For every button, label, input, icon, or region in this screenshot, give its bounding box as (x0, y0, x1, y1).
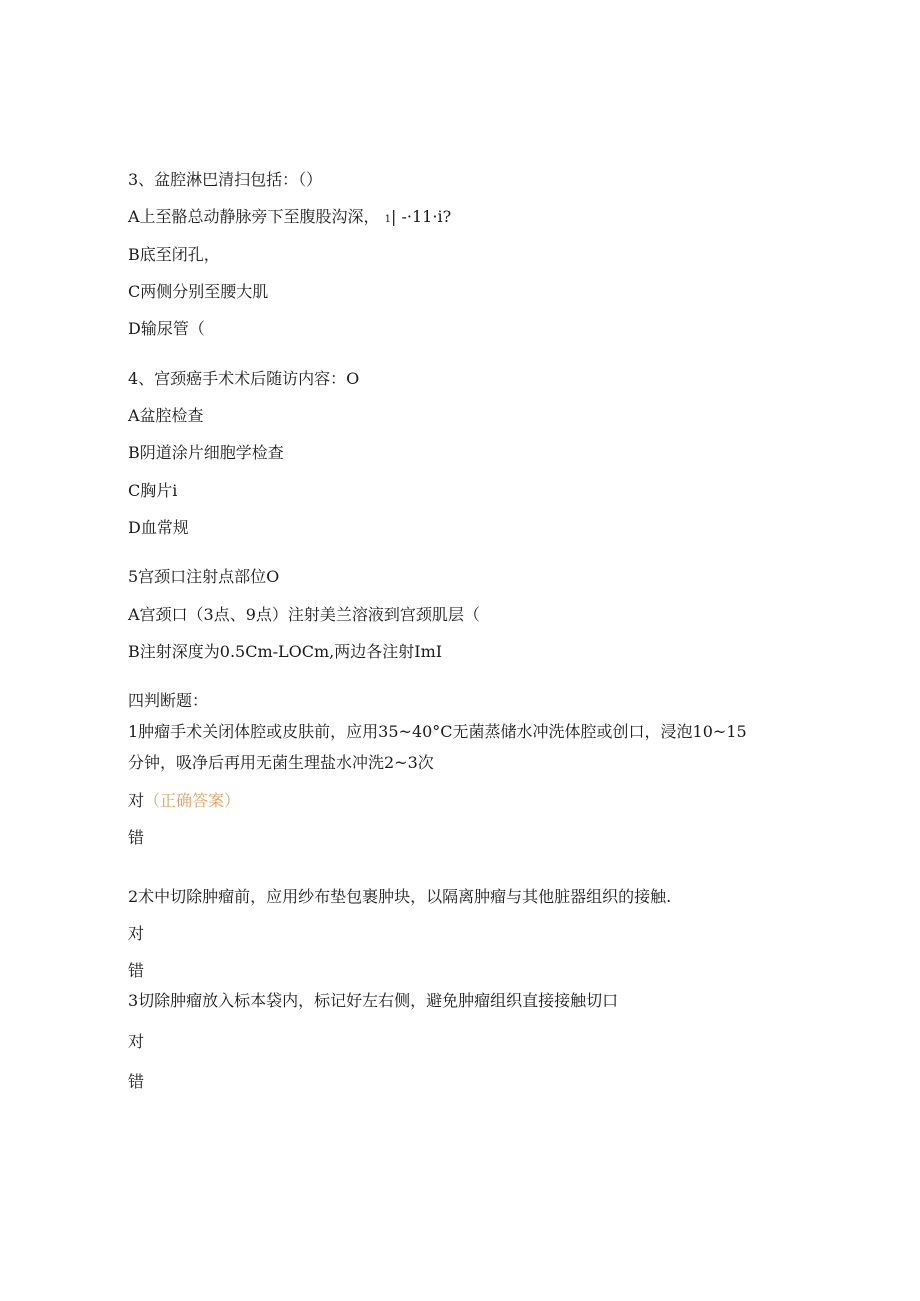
t3-option-false: 错 (128, 1072, 145, 1091)
q5-option-a: A宫颈口（3点、9点）注射美兰溶液到宫颈肌层（ (128, 605, 480, 624)
section-title: 四判断题： (128, 691, 209, 710)
correct-answer-note: （正确答案） (144, 791, 241, 810)
q4-option-a: A盆腔检查 (128, 406, 204, 425)
t1-option-true-label: 对 (128, 791, 145, 810)
q5-option-b: B注射深度为0.5Cm-LOCm,两边各注射ImI (128, 642, 443, 661)
q4-option-c: C胸片i (128, 481, 178, 500)
q3-option-a-subscript: 1 (384, 214, 392, 225)
q5-stem: 5宫颈口注射点部位O (128, 567, 280, 586)
t3-stem: 3切除肿瘤放入标本袋内，标记好左右侧，避免肿瘤组织直接接触切口 (128, 991, 619, 1010)
q4-stem: 4、宫颈癌手术术后随访内容：O (128, 369, 360, 388)
q3-option-a (128, 207, 451, 230)
q3-option-d: D输尿管（ (128, 319, 205, 338)
q3-stem: 3、盆腔淋巴清扫包括：（） (128, 170, 323, 189)
t1-option-true (128, 791, 240, 811)
q4-option-b: B阴道涂片细胞学检查 (128, 443, 284, 462)
t1-option-false: 错 (128, 828, 145, 847)
t2-option-true: 对 (128, 924, 145, 943)
q3-option-a-tail: | -·11·i? (391, 207, 452, 226)
q4-option-d: D血常规 (128, 518, 189, 537)
q3-option-b: B底至闭孔， (128, 245, 220, 264)
t2-stem: 2术中切除肿瘤前，应用纱布垫包裹肿块，以隔离肿瘤与其他脏器组织的接触. (128, 887, 672, 906)
q3-option-a-text: A上至骼总动静脉旁下至腹股沟深， (128, 207, 380, 226)
t1-stem-line1: 1肿瘤手术关闭体腔或皮肤前，应用35~40°C无菌蒸储水冲洗体腔或创口，浸泡10~15 (128, 722, 747, 741)
t3-option-true: 对 (128, 1032, 145, 1051)
t2-option-false: 错 (128, 961, 145, 980)
q3-option-c: C两侧分别至腰大肌 (128, 282, 269, 301)
t1-stem-line2: 分钟，吸净后再用无菌生理盐水冲洗2~3次 (128, 753, 434, 772)
